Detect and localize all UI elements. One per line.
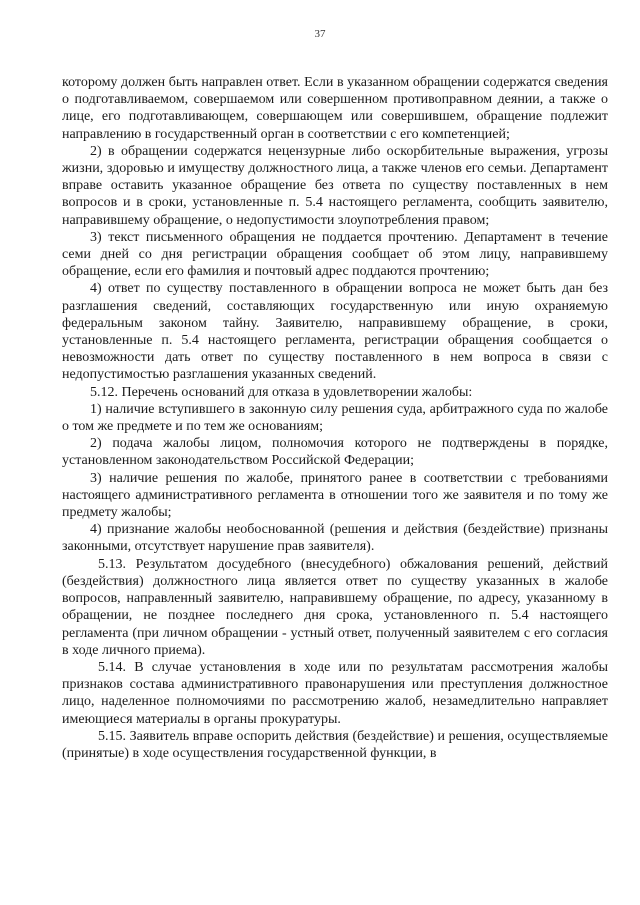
paragraph-continuation: которому должен быть направлен ответ. Если в указанном обращении содержатся сведения о подготавливаемом, совершаемом или совершенном противоправном деянии, а также о лице, его подготавливающем, совершающем или совершившем, обращение подлежит направлению в государственный орган в соответствии с его компетенцией; — [62, 75, 608, 142]
refusal-ground-3: 3) наличие решения по жалобе, принятого ранее в соответствии с требованиями настоящего административного регламента в отношении того же заявителя и по тому же предмету жалобы; — [62, 470, 608, 521]
section-5-13: 5.13. Результатом досудебного (внесудебного) обжалования решений, действий (бездействия) должностного лица является ответ по существу указанных в жалобе вопросов, направленный заявителю, направившему обращение, по адресу, указанному в обращении, не позднее последнего дня срока, установленного п. 5.4 настоящего регламента (при личном обращении - устный ответ, полученный заявителем с его согласия в ходе личного приема). — [62, 556, 608, 658]
document-body — [62, 74, 608, 762]
paragraph-item-3: 3) текст письменного обращения не поддается прочтению. Департамент в течение семи дней со дня регистрации обращения сообщает об этом лицу, направившему обращение, если его фамилия и почтовый адрес поддаются прочтению; — [62, 229, 608, 280]
refusal-ground-4: 4) признание жалобы необоснованной (решения и действия (бездействие) признаны законными, отсутствует нарушение прав заявителя). — [62, 522, 608, 555]
paragraph-item-2: 2) в обращении содержатся нецензурные либо оскорбительные выражения, угрозы жизни, здоровью и имуществу должностного лица, а также членов его семьи. Департамент вправе оставить указанное обращение без ответа по существу поставленных в нем вопросов и в сроки, установленные п. 5.4 настоящего регламента, сообщить заявителю, направившему обращение, о недопустимости злоупотребления правом; — [62, 143, 608, 228]
section-5-12-heading: 5.12. Перечень оснований для отказа в удовлетворении жалобы: — [90, 384, 473, 400]
paragraph-item-4: 4) ответ по существу поставленного в обращении вопроса не может быть дан без разглашения сведений, составляющих государственную или иную охраняемую федеральным законом тайну. Заявителю, направившему обращение, в сроки, установленные п. 5.4 настоящего регламента, регистрации обращения сообщается о невозможности дать ответ по существу поставленного в нем вопроса в связи с недопустимостью разглашения указанных сведений. — [62, 281, 608, 383]
page-number: 37 — [314, 28, 326, 40]
section-5-15: 5.15. Заявитель вправе оспорить действия (бездействие) и решения, осуществляемые (принятые) в ходе осуществления государственной функции, в — [62, 728, 608, 761]
section-5-14: 5.14. В случае установления в ходе или по результатам рассмотрения жалобы признаков состава административного правонарушения или преступления должностное лицо, наделенное полномочиями по рассмотрению жалоб, незамедлительно направляет имеющиеся материалы в органы прокуратуры. — [62, 659, 608, 727]
refusal-ground-1: 1) наличие вступившего в законную силу решения суда, арбитражного суда по жалобе о том же предмете и по тем же основаниям; — [62, 401, 608, 435]
refusal-ground-2: 2) подача жалобы лицом, полномочия которого не подтверждены в порядке, установленном законодательством Российской Федерации; — [62, 436, 608, 469]
